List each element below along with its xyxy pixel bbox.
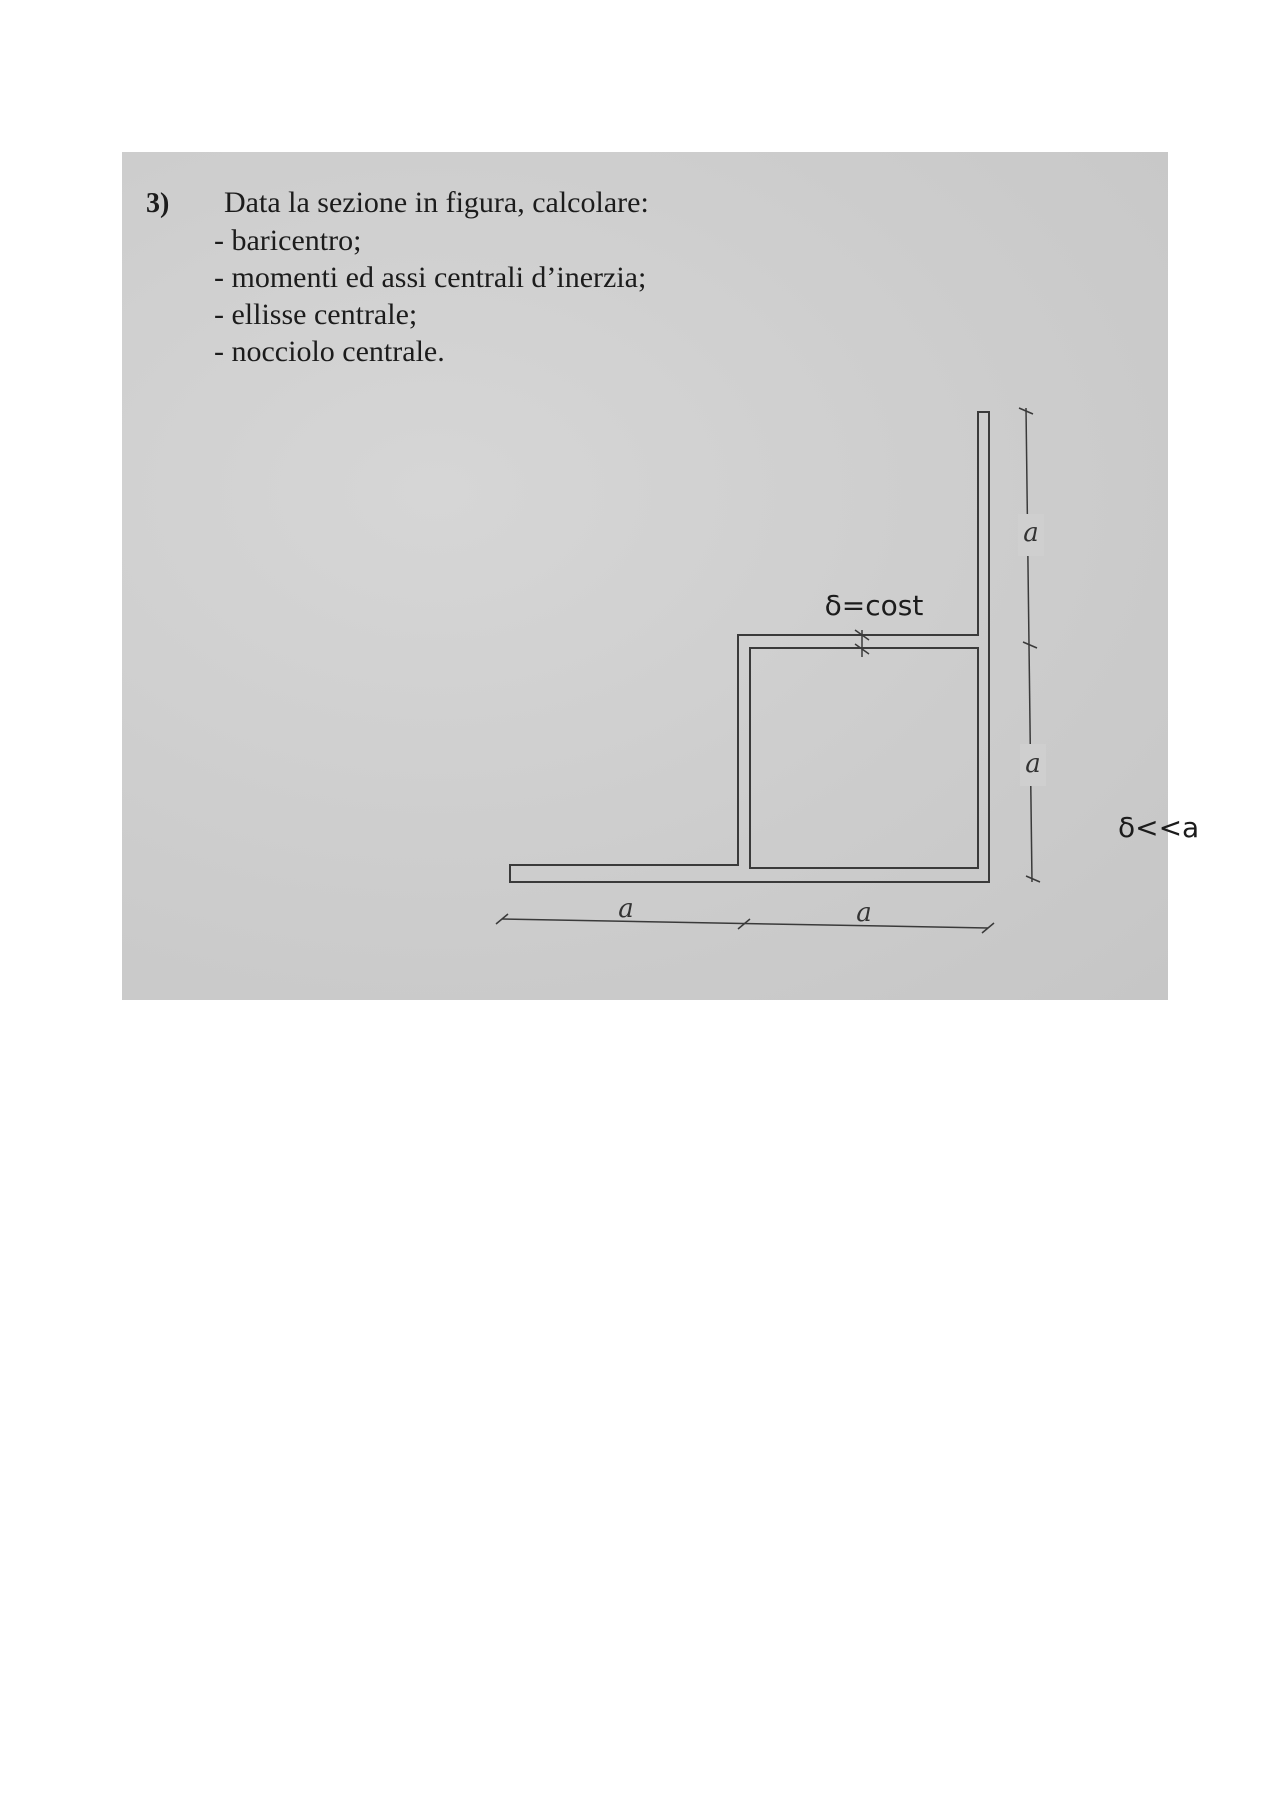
task-item: - nocciolo centrale. [214,335,445,368]
scanned-page-photo [122,152,1200,1000]
task-item: - ellisse centrale; [214,298,418,331]
problem-number: 3) [146,188,170,219]
problem-intro: Data la sezione in figura, calcolare: [224,186,649,219]
bottom-dimension-line [496,914,994,933]
task-item: - baricentro; [214,224,362,257]
side-note-thickness: δ<<a [1118,811,1200,844]
section-inner-cell [750,648,978,868]
dimension-label-right-top: a [1023,518,1039,548]
section-outline [510,412,989,882]
thickness-label: δ=cost [824,589,924,622]
dimension-label-bottom-right: a [856,898,872,928]
dimension-label-right-bottom: a [1025,749,1041,779]
dimension-label-bottom-left: a [618,894,634,924]
cross-section-figure [122,152,1200,1000]
right-dimension-line [1019,408,1040,882]
task-item: - momenti ed assi centrali d’inerzia; [214,261,647,294]
